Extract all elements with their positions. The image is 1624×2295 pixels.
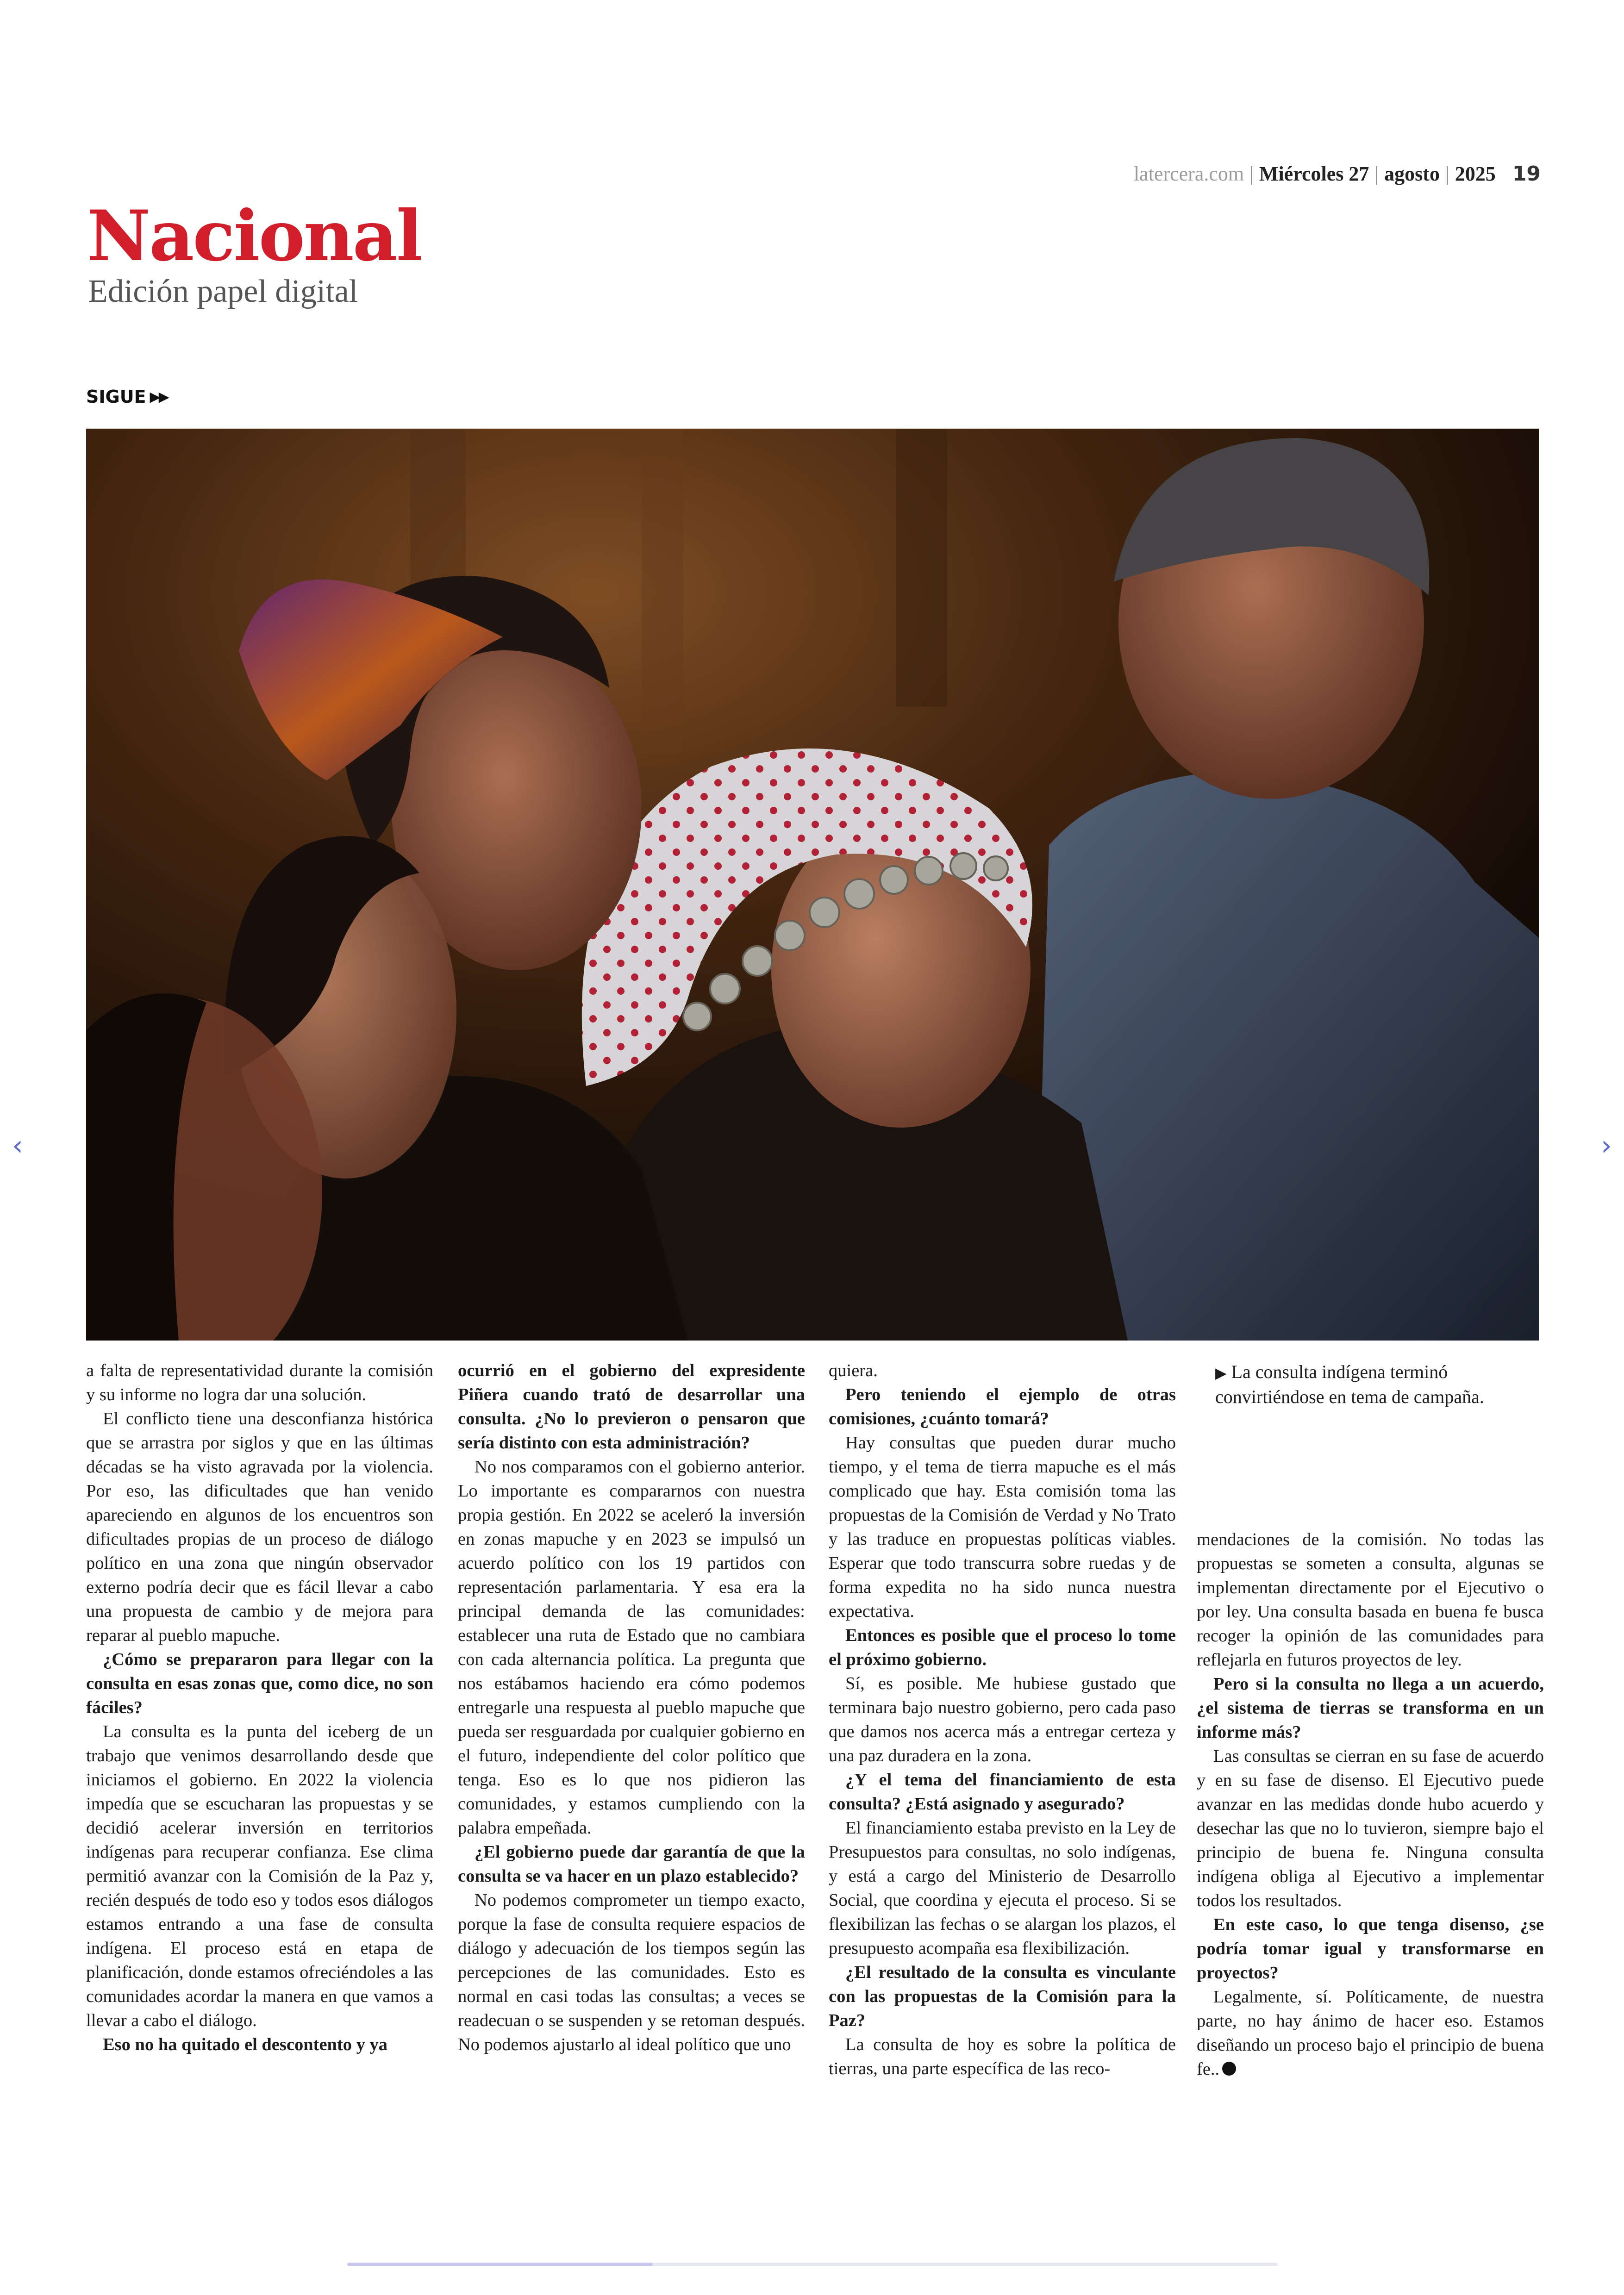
article-paragraph: El conflicto tiene una desconfianza histórica que se arrastra por siglos y que en las últimas décadas se ha visto agravada por la violencia. Por eso, las dificultades que han venido apareciendo en algunos de los encuentros son dificultades propias de un proceso de diálogo político en una zona que ningún observador externo podría decir que es fácil llevar a cabo una propuesta de cambio y de mejora para reparar al pueblo mapuche.	[86, 1409, 433, 1645]
next-page-arrow-icon[interactable]: ›	[1601, 1129, 1612, 1162]
article-column-3	[829, 1359, 1176, 2081]
interview-question: ¿El gobierno puede dar garantía de que la consulta se va hacer en un plazo establecido?	[458, 1842, 805, 1886]
previous-page-arrow-icon[interactable]: ‹	[12, 1129, 23, 1162]
article-paragraph: No podemos comprometer un tiempo exacto, porque la fase de consulta requiere espacios de diálogo y adecuación de los tiempos según las percepciones de las comunidades. Esto es normal en casi todas las consultas; a veces se readecuan o se suspenden y se retoman después. No podemos ajustarlo al ideal político que uno	[458, 1890, 805, 2054]
end-mark-icon	[1222, 2062, 1236, 2076]
triangle-marker-icon: ▶	[1215, 1364, 1227, 1382]
interview-question: Eso no ha quitado el descontento y ya	[103, 2035, 388, 2054]
interview-question: ¿El resultado de la consulta es vinculante con las propuestas de la Comisión para la Paz?	[829, 1963, 1176, 2030]
article-paragraph: Legalmente, sí. Políticamente, de nuestra parte, no hay ánimo de hacer eso. Estamos diseñando un proceso bajo el principio de buena fe..	[1197, 1987, 1544, 2079]
interview-question: ¿Y el tema del financiamiento de esta consulta? ¿Está asignado y asegurado?	[829, 1770, 1176, 1814]
date-month: agosto	[1384, 162, 1440, 185]
double-arrow-icon: ▶▶	[150, 388, 168, 405]
article-paragraph: La consulta de hoy es sobre la política de tierras, una parte específica de las reco-	[829, 2035, 1176, 2078]
interview-question: Entonces es posible que el proceso lo tome el próximo gobierno.	[829, 1626, 1176, 1669]
interview-question: En este caso, lo que tenga disenso, ¿se podría tomar igual y transformarse en proyectos?	[1197, 1915, 1544, 1983]
article-paragraph: Hay consultas que pueden durar mucho tiempo, y el tema de tierra mapuche es el más complicado que hay. Esta comisión toma las propuestas de la Comisión de Verdad y No Trato y las traduce en propuestas políticas viables. Esperar que todo transcurra sobre ruedas y de forma expedita no ha sido nunca nuestra expectativa.	[829, 1433, 1176, 1621]
dateline	[1134, 162, 1541, 186]
article-column-4	[1197, 1528, 1544, 2081]
date-weekday-day: Miércoles 27	[1259, 162, 1369, 185]
scrollbar-thumb[interactable]	[347, 2263, 653, 2266]
continue-label	[86, 387, 168, 407]
section-title: Nacional	[87, 195, 421, 277]
article-paragraph: El financiamiento estaba previsto en la Ley de Presupuestos para consultas, no solo indígenas, y está a cargo del Ministerio de Desarrollo Social, que coordina y ejecuta el proceso. Si se flexibilizan las fechas o se alargan los plazos, el presupuesto acompaña esa flexibilización.	[829, 1818, 1176, 1958]
article-photo	[86, 429, 1539, 1341]
article-paragraph: quiera.	[829, 1361, 878, 1380]
article-column-2	[458, 1359, 805, 2057]
separator: |	[1249, 162, 1254, 185]
article-paragraph: Las consultas se cierran en su fase de acuerdo y en su fase de disenso. El Ejecutivo puede avanzar en las medidas donde hubo acuerdo y desechar las que no lo tuvieron, siempre bajo el principio de buena fe. Ninguna consulta indígena obliga al Ejecutivo a implementar todos los resultados.	[1197, 1746, 1544, 1910]
photo-illustration	[86, 429, 1539, 1341]
article-paragraph: a falta de representatividad durante la comisión y su informe no logra dar una solución.	[86, 1361, 433, 1404]
page-number: 19	[1512, 162, 1541, 186]
article-paragraph: Sí, es posible. Me hubiese gustado que terminara bajo nuestro gobierno, pero cada paso que damos nos acerca más a entregar certeza y una paz duradera en la zona.	[829, 1674, 1176, 1765]
article-paragraph: La consulta es la punta del iceberg de un trabajo que venimos desarrollando desde que iniciamos el gobierno. En 2022 la violencia impedía que se escucharan las propuestas y se decidió acelerar inversión en territorios indígenas para recuperar confianza. Ese clima permitió avanzar con la Comisión de la Paz y, recién después de todo eso y todos esos diálogos estamos entrando a una fase de consulta indígena. El proceso está en etapa de planificación, donde estamos ofreciéndoles a las comunidades acordar la manera en que vamos a llevar a cabo el diálogo.	[86, 1722, 433, 2030]
site-link[interactable]: latercera.com	[1133, 162, 1244, 185]
interview-question: Pero si la consulta no llega a un acuerdo, ¿el sistema de tierras se transforma en un informe más?	[1197, 1674, 1544, 1742]
article-paragraph: No nos comparamos con el gobierno anterior. Lo importante es compararnos con nuestra propia gestión. En 2022 se aceleró la inversión en zonas mapuche y en 2023 se impulsó un acuerdo político con los 19 partidos con representación parlamentaria. Y esa era la principal demanda de las comunidades: establecer una ruta de Estado que no cambiara con cada alternancia política. La pregunta que nos estábamos haciendo era cómo podemos entregarle una respuesta al pueblo mapuche que pueda ser resguardada por cualquier gobierno en el futuro, independiente del color político que tenga. Eso es lo que nos pidieron las comunidades, y estamos cumpliendo con la palabra empeñada.	[458, 1457, 805, 1838]
article-paragraph: mendaciones de la comisión. No todas las propuestas se someten a consulta, algunas se implementan directamente por el Ejecutivo o por ley. Una consulta basada en buena fe busca recoger la opinión de las comunidades para reflejarla en futuros proyectos de ley.	[1197, 1530, 1544, 1670]
section-subtitle: Edición papel digital	[88, 274, 358, 309]
interview-question: Pero teniendo el ejemplo de otras comisiones, ¿cuánto tomará?	[829, 1385, 1176, 1428]
interview-question: ocurrió en el gobierno del expresidente Piñera cuando trató de desarrollar una consulta. ¿No lo previeron o pensaron que sería distinto con esta administración?	[458, 1361, 805, 1453]
separator: |	[1374, 162, 1379, 185]
separator: |	[1445, 162, 1449, 185]
continue-text: SIGUE	[86, 387, 146, 407]
article-column-1	[86, 1359, 433, 2057]
pull-quote	[1215, 1360, 1539, 1409]
interview-question: ¿Cómo se prepararon para llegar con la consulta en esas zonas que, como dice, no son fáciles?	[86, 1650, 433, 1717]
pull-quote-text: La consulta indígena terminó convirtiéndose en tema de campaña.	[1215, 1361, 1484, 1407]
date-year: 2025	[1455, 162, 1496, 185]
